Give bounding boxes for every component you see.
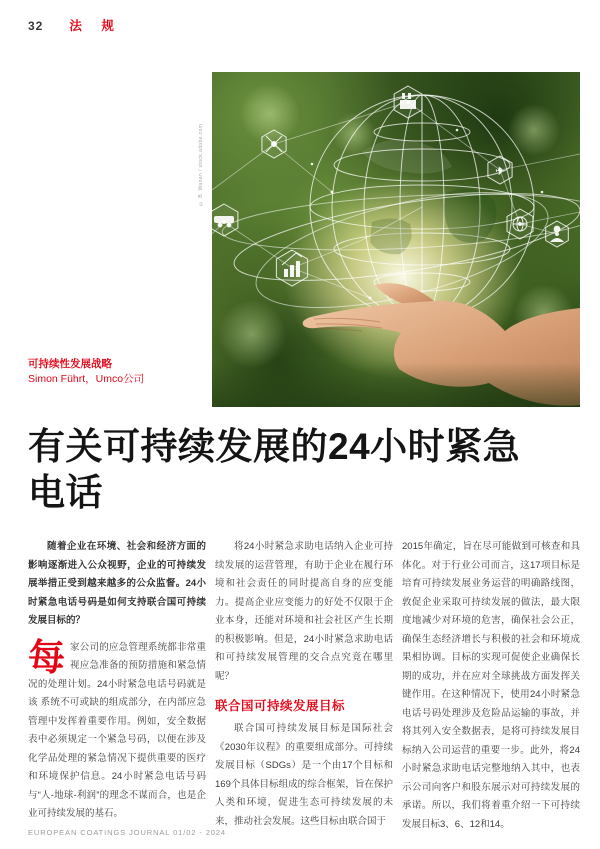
column-3 <box>402 538 580 834</box>
drop-cap: 每 <box>28 636 65 678</box>
car-icon <box>214 216 234 223</box>
article-topic: 可持续性发展战略 <box>28 358 112 370</box>
title-line-1: 有关可持续发展的24小时紧急 <box>28 426 521 467</box>
hero-illustration <box>212 72 580 407</box>
photo-credit: © B. Wanan / stock.adobe.com <box>198 123 204 206</box>
continent-shape <box>362 140 452 174</box>
column-1 <box>28 538 206 834</box>
person-hex-icon <box>546 221 569 247</box>
plane-icon: ✈ <box>494 164 506 178</box>
body-paragraph: 将24小时紧急求助电话纳入企业可持续发展的运营管理，有助于企业在履行环境和社会责任的同时提高自身的应变能力。提高企业应变能力的好处不仅限于企业本身，还能对环境和社会社区产生长期的积极影响。但是，24小时紧急求助电话和可持续发展管理的交合点究竟在哪里呢？ <box>215 541 393 682</box>
journal-footer: EUROPEAN COATINGS JOURNAL 01/02 - 2024 <box>28 828 227 837</box>
intro-paragraph: 随着企业在环境、社会和经济方面的影响逐渐进入公众视野，企业的可持续发展举措正受到越来越多的公众监督。24小时紧急电话号码是如何支持联合国可持续发展目标的？ <box>28 541 206 626</box>
hero-image <box>212 72 580 407</box>
article-body <box>28 538 580 834</box>
body-text: 家公司的应急管理系统都非常重视应急准备的预防措施和紧急情况的处理计划。24小时紧急电话号码就是该 系统不可或缺的组成部分，在内部应急管理中发挥着重要作用。例如，安全数据表中必须规定一个紧急号码，以便在涉及化学品处理的紧急情况下提供重要的医疗和环境保护信息。24小时紧急电话号码与“人-地球-利润”的理念不谋而合，也是企业可持续发展的基石。 <box>28 641 206 819</box>
body-paragraph <box>28 636 206 824</box>
bokeh-light <box>218 300 286 368</box>
column-2 <box>215 538 393 834</box>
bottom-vignette <box>212 362 580 407</box>
bar-chart-icon <box>284 269 288 277</box>
body-paragraph: 联合国可持续发展目标是国际社会《2030年议程》的重要组成部分。可持续发展目标（SDGs）是一个由17个目标和169个具体目标组成的综合框架，旨在保护人类和环境，促进生态可持续发展的未来，推动社会发展。这些目标由联合国于 <box>215 723 393 827</box>
title-line-2: 电话 <box>28 472 103 513</box>
section-label: 法 规 <box>69 19 122 33</box>
article-author: Simon Führt，Umco公司 <box>28 373 145 385</box>
article-title <box>28 424 584 516</box>
body-paragraph: 2015年确定，旨在尽可能做到可核查和具体化。对于行业公司而言，这17项目标是培育可持续发展业务运营的明确路线图，敦促企业采取可持续发展的做法，最大限度地减少对环境的危害，确保社会公正，确保生态经济增长与积极的社会和环境成果相协调。目标的实现可促使企业确保长期的成功，并在应对全球挑战方面发挥关键作用。在这种情况下，使用24小时紧急电话号码处理涉及危险品运输的事故，并将其列入安全数据表，是将可持续发展目标纳入公司运营的重要一步。此外，将24小时紧急求助电话完整地纳入其中，也表示公司向客户和股东展示对可持续发展的承诺。所以，我们将着重介绍一下可持续发展目标3、6、12和14。 <box>402 541 580 830</box>
page-header <box>28 16 122 34</box>
page-number: 32 <box>28 19 44 33</box>
byline <box>28 357 144 387</box>
factory-icon <box>400 100 416 109</box>
subheading: 联合国可持续发展目标 <box>215 699 346 713</box>
bokeh-light <box>508 104 560 156</box>
